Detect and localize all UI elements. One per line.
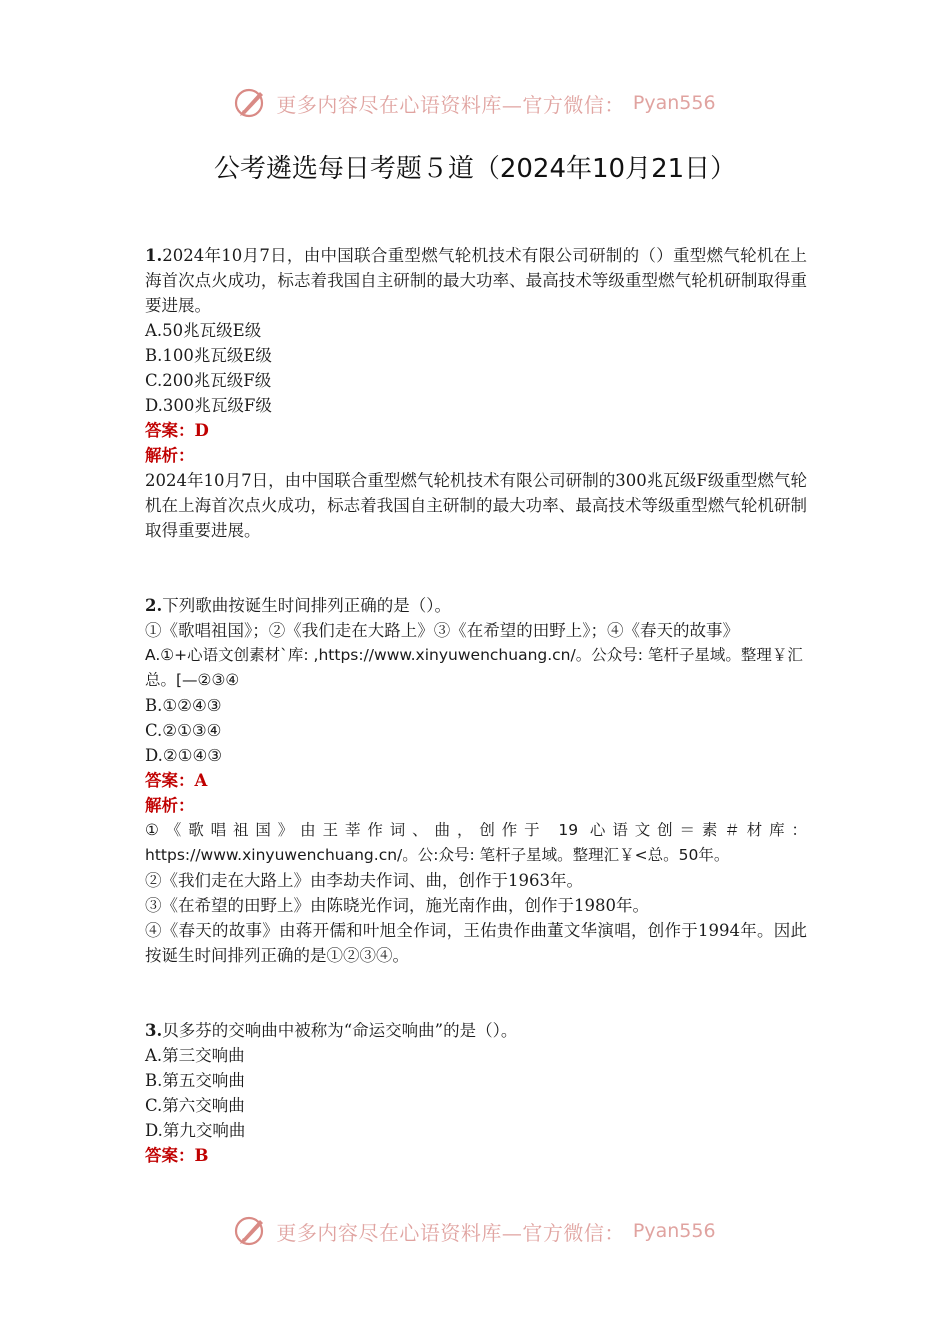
question-3-number: 3. (145, 1021, 163, 1040)
question-1-answer: 答案：D (145, 421, 209, 440)
question-2-analysis-4: ④《春天的故事》由蒋开儒和叶旭全作词，王佑贵作曲董文华演唱，创作于1994年。因此按诞生时间排列正确的是①②③④。 (145, 921, 807, 965)
pen-logo-icon (234, 1214, 268, 1248)
question-2-number: 2. (145, 596, 163, 615)
question-2-text: 下列歌曲按诞生时间排列正确的是（）。 (162, 596, 451, 615)
question-2-analysis-3: ③《在希望的田野上》由陈晓光作词，施光南作曲，创作于1980年。 (145, 896, 649, 915)
question-2-analysis-1: ①《歌唱祖国》由王莘作词、曲，创作于 19 心语文创＝素＃材库： https://www.xinyuwenchuang.cn/。公:众号: 笔杆子星域。整理汇￥<总。50年。 (145, 821, 807, 864)
question-3-text: 贝多芬的交响曲中被称为“命运交响曲”的是（）。 (162, 1021, 518, 1040)
question-3-answer: 答案：B (145, 1146, 209, 1165)
question-3-option-c: C.第六交响曲 (145, 1096, 245, 1115)
question-1-option-b: B.100兆瓦级E级 (145, 346, 272, 365)
question-3-option-a: A.第三交响曲 (145, 1046, 245, 1065)
question-1-option-d: D.300兆瓦级F级 (145, 396, 272, 415)
question-2-analysis-2: ②《我们走在大路上》由李劫夫作词、曲，创作于1963年。 (145, 871, 583, 890)
question-2-option-d: D.②①④③ (145, 746, 223, 765)
watermark-text: 更多内容尽在心语资料库—官方微信： (276, 92, 625, 117)
question-3-stem (145, 1018, 807, 1043)
watermark-text: 更多内容尽在心语资料库—官方微信： (276, 1220, 625, 1245)
header-watermark (0, 78, 950, 128)
question-1-option-c: C.200兆瓦级F级 (145, 371, 272, 390)
question-1-analysis-label: 解析： (145, 446, 195, 465)
question-2-answer: 答案：A (145, 771, 208, 790)
watermark-wechat: Pyan556 (632, 92, 716, 114)
page-title: 公考遴选每日考题５道（2024年10月21日） (213, 154, 737, 184)
question-1-number: 1. (145, 246, 163, 265)
question-3-option-b: B.第五交响曲 (145, 1071, 245, 1090)
question-2-option-c: C.②①③④ (145, 721, 222, 740)
question-2-option-b: B.①②④③ (145, 696, 222, 715)
question-1-option-a: A.50兆瓦级E级 (145, 321, 262, 340)
pen-logo-icon (234, 86, 268, 120)
question-1-text: 2024年10月7日，由中国联合重型燃气轮机技术有限公司研制的（）重型燃气轮机在上海首次点火成功，标志着我国自主研制的最大功率、最高技术等级重型燃气轮机研制取得重要进展。 (145, 246, 807, 315)
footer-watermark (0, 1206, 950, 1256)
document-body (145, 243, 807, 1168)
question-1-analysis: 2024年10月7日，由中国联合重型燃气轮机技术有限公司研制的300兆瓦级F级重型燃气轮机在上海首次点火成功，标志着我国自主研制的最大功率、最高技术等级重型燃气轮机研制取得重要进展。 (145, 471, 807, 540)
question-2-sub: ①《歌唱祖国》；②《我们走在大路上》③《在希望的田野上》；④《春天的故事》 (145, 621, 739, 640)
question-1-stem (145, 243, 807, 318)
question-2-analysis-label: 解析： (145, 796, 195, 815)
question-2-option-a: A.①+心语文创素材`库: ,https://www.xinyuwenchuang.cn/。公众号: 笔杆子星域。整理￥汇总。[—②③④ (145, 646, 803, 689)
watermark-wechat: Pyan556 (632, 1220, 716, 1242)
question-3-option-d: D.第九交响曲 (145, 1121, 246, 1140)
question-2-stem (145, 593, 807, 618)
